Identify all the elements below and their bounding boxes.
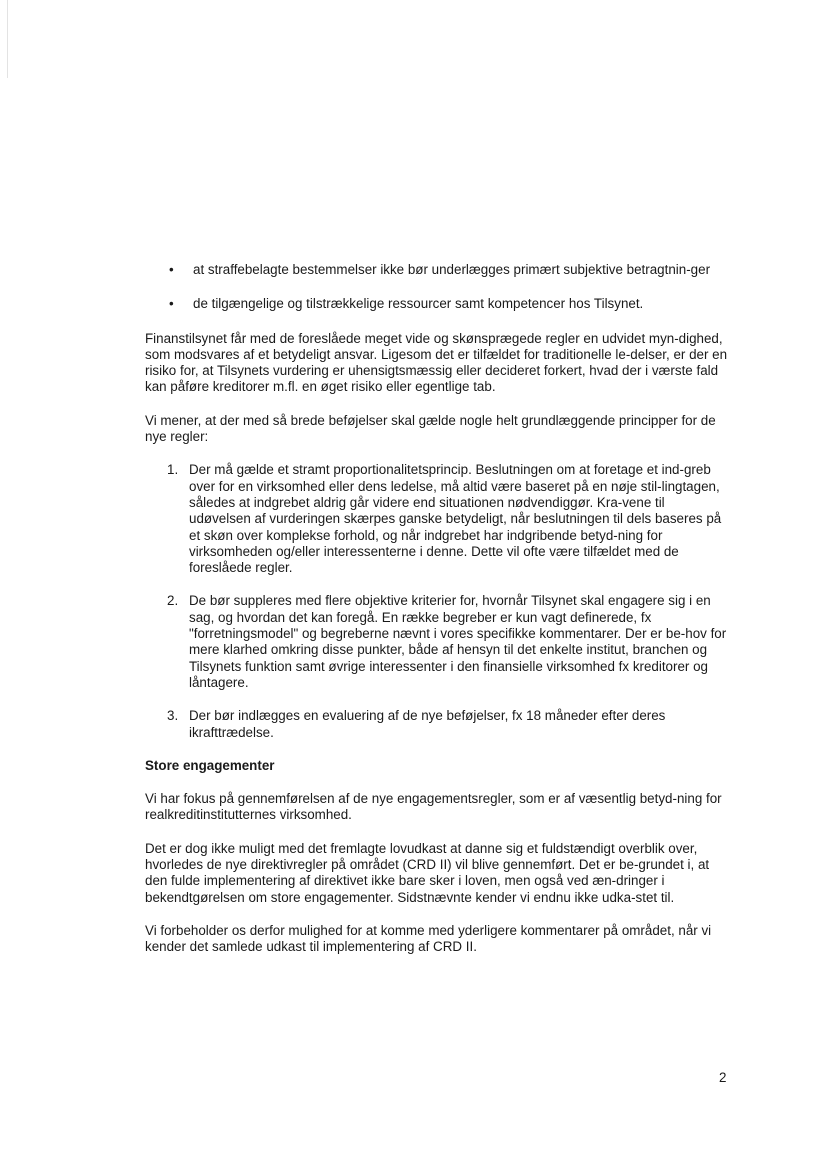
- bullet-icon: •: [169, 296, 174, 312]
- list-item: [145, 462, 730, 576]
- list-item: [145, 262, 730, 278]
- list-number: 3.: [167, 708, 179, 724]
- list-item: [145, 296, 730, 312]
- bullet-icon: •: [169, 262, 174, 277]
- list-text: De bør suppleres med flere objektive kriterier for, hvornår Tilsynet skal engagere sig i en sag, og hvordan det kan foregå. En række begreber er kun vagt definerede, fx "forretningsmodel" og begreberne nævnt i vores specifikke kommentarer. Der er be-hov for mere klarhed omkring disse punkter, både af hensyn til det enkelte institut, branchen og Tilsynets funktion samt øvrige interessenter i den finansielle virksomhed fx kreditorer og låntagere.: [189, 593, 727, 690]
- paragraph-reservation: Vi forbeholder os derfor mulighed for at komme med yderligere kommentarer på området, når vi kender det samlede udkast til implementering af CRD II.: [145, 922, 712, 955]
- list-number: 1.: [167, 462, 179, 478]
- list-text: Der må gælde et stramt proportionalitetsprincip. Beslutningen om at foretage et ind-greb over for en virksomhed eller dens ledelse, må altid være baseret på en nøje stil-lingtagen, således at indgrebet aldrig går videre end situationen nødvendiggør. Kra-vene til udøvelsen af vurderingen skærpes ganske betydeligt, når beslutningen til dels baseres på et skøn over komplekse forhold, og når indgrebet har indgribende betyd-ning for virksomheden og/eller interessenterne i denne. Dette vil ofte være tilfældet med de foreslåede regler.: [189, 462, 722, 576]
- list-item: [145, 708, 730, 741]
- numbered-list: [145, 462, 730, 740]
- paragraph-focus: Vi har fokus på gennemførelsen af de nye engagementsregler, som er af væsentlig betyd-ning for realkreditinstitutternes virksomhed.: [145, 791, 722, 823]
- document-body: [145, 262, 730, 973]
- page-number: 2: [719, 1070, 727, 1085]
- bullet-text: at straffebelagte bestemmelser ikke bør underlægges primært subjektive betragtnin-ger: [193, 262, 711, 277]
- scan-edge-line: [7, 0, 8, 78]
- list-number: 2.: [167, 593, 179, 609]
- paragraph-authority: Finanstilsynet får med de foreslåede meget vide og skønsprægede regler en udvidet myn-dighed, som modsvares af et betydeligt ansvar. Ligesom det er tilfældet for traditionelle le-delser, er der en risiko for, at Tilsynets vurdering er uhensigtsmæssig eller decideret forkert, hvad der i værste fald kan påføre kreditorer m.fl. en øget risiko eller egentlige tab.: [145, 330, 728, 395]
- list-text: Der bør indlægges en evaluering af de nye beføjelser, fx 18 måneder efter deres ikrafttrædelse.: [189, 708, 666, 740]
- bullet-list: [145, 262, 730, 313]
- list-item: [145, 593, 730, 691]
- section-heading: Store engagementer: [145, 757, 275, 773]
- paragraph-overview: Det er dog ikke muligt med det fremlagte lovudkast at danne sig et fuldstændigt overblik over, hvorledes de nye direktivregler på området (CRD II) vil blive gennemført. Det er be-grundet i, at den fulde implementering af direktivet ikke bare sker i loven, men også ved æn-dringer i bekendtgørelsen om store engagementer. Sidstnævnte kender vi endnu ikke udka-stet til.: [145, 840, 710, 905]
- paragraph-principles-intro: Vi mener, at der med så brede beføjelser skal gælde nogle helt grundlæggende principper for de nye regler:: [145, 412, 716, 445]
- bullet-text: de tilgængelige og tilstrækkelige ressourcer samt kompetencer hos Tilsynet.: [193, 296, 644, 312]
